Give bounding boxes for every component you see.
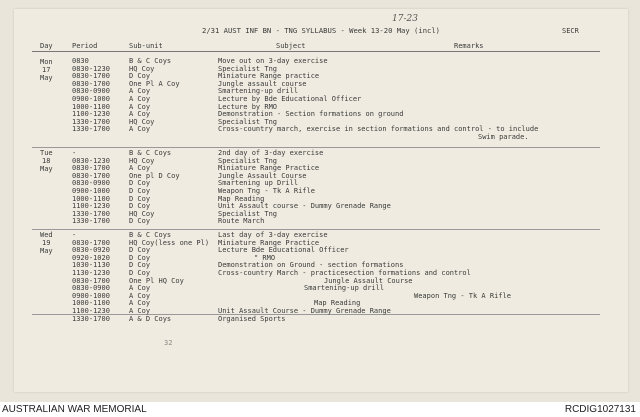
row-subunit: HQ Coy(less one Pl): [129, 238, 210, 247]
day-name: Mon: [40, 58, 53, 66]
column-header-subject: Subject: [276, 42, 306, 50]
row-subunit: One pl D Coy: [129, 171, 180, 180]
row-period: 0830: [72, 57, 89, 65]
day-month: May: [40, 74, 53, 82]
row-subject: Lecture by Bde Educational Officer: [218, 95, 362, 103]
row-period: 0830-1700: [72, 79, 110, 88]
row-period: -: [72, 149, 77, 157]
row-subject: Specialist Tng: [218, 209, 278, 218]
row-subunit: HQ Coy: [129, 64, 155, 73]
row-subunit: D Coy: [129, 253, 151, 262]
row-period: 0900-1000: [72, 187, 110, 195]
row-subunit: B & C Coys: [129, 149, 172, 157]
row-subunit: D Coy: [129, 269, 151, 277]
row-subject: Weapon Tng - Tk A Rifle: [414, 291, 511, 300]
row-period: 1000-1100: [72, 194, 110, 203]
row-subunit: A Coy: [129, 284, 151, 293]
row-period: 0830-1700: [72, 164, 110, 173]
row-subunit: D Coy: [129, 202, 151, 211]
row-subunit: One Pl A Coy: [129, 79, 180, 88]
row-subject: Specialist Tng: [218, 64, 278, 73]
row-subunit: D Coy: [129, 246, 151, 255]
row-subject: Unit Assault Course - Dummy Grenade Range: [218, 307, 391, 315]
day-date: 17: [42, 66, 51, 74]
row-period: 1100-1230: [72, 110, 110, 119]
row-subunit: One Pl HQ Coy: [129, 276, 184, 285]
row-period: 0830-1700: [72, 276, 110, 285]
row-subject: Lecture Bde Educational Officer: [218, 246, 349, 255]
row-subunit: D Coy: [129, 261, 151, 270]
row-period: 1330-1700: [72, 217, 110, 226]
row-subject: Demonstration on Ground - section formations: [218, 261, 404, 270]
row-subject: Jungle Assault Course: [324, 276, 413, 285]
row-subject: Organised Sports: [218, 314, 286, 323]
day-name: Wed: [40, 231, 53, 239]
page-mark: 32: [164, 339, 173, 347]
row-subject: Swim parade.: [478, 133, 529, 141]
day-date: 18: [42, 157, 51, 165]
row-subunit: D Coy: [129, 187, 151, 195]
row-subject: Map Reading: [314, 299, 361, 308]
row-subunit: D Coy: [129, 194, 151, 203]
column-header-period: Period: [72, 42, 98, 50]
row-subject: Cross-country march, exercise in section formations and control - to include: [218, 125, 539, 134]
row-subject: Weapon Tng - Tk A Rifle: [218, 187, 315, 195]
archive-name: AUSTRALIAN WAR MEMORIAL: [2, 404, 147, 415]
row-period: 0920-1020: [72, 253, 110, 262]
row-subunit: A Coy: [129, 110, 151, 119]
row-subject: Map Reading: [218, 194, 265, 203]
row-period: 0830-1230: [72, 156, 110, 165]
row-period: 1330-1700: [72, 117, 110, 126]
day-name: Tue: [40, 149, 53, 157]
row-period: 1000-1100: [72, 102, 110, 111]
row-period: 1000-1100: [72, 299, 110, 308]
column-header-subunit: Sub-unit: [129, 42, 163, 50]
row-subject: Specialist Tng: [218, 156, 278, 165]
row-period: 1100-1230: [72, 202, 110, 211]
row-period: 1330-1700: [72, 125, 110, 134]
row-subject: Smartening up Drill: [218, 179, 299, 188]
row-period: 0830-0900: [72, 179, 110, 188]
row-subunit: A Coy: [129, 87, 151, 96]
row-subunit: D Coy: [129, 217, 151, 226]
document-page: [14, 9, 628, 392]
row-period: 0830-1230: [72, 64, 110, 73]
row-subject: 2nd day of 3-day exercise: [218, 149, 324, 157]
row-period: 1330-1700: [72, 314, 110, 323]
row-subject: Route March: [218, 217, 265, 226]
header-rule: [32, 51, 600, 52]
row-subject: Lecture by RMO: [218, 102, 278, 111]
archive-footer: [0, 402, 640, 417]
secret-mark: SECR: [562, 27, 579, 35]
row-subject: Smartening-up drill: [218, 87, 299, 96]
row-period: 1030-1130: [72, 261, 110, 270]
row-period: 0830-1700: [72, 238, 110, 247]
row-subunit: A & D Coys: [129, 314, 172, 323]
row-subunit: A Coy: [129, 291, 151, 300]
handwritten-week-numbers: 17-23: [392, 14, 418, 24]
row-subunit: HQ Coy: [129, 156, 155, 165]
separator-rule: [32, 229, 600, 230]
row-subject: Miniature Range practice: [218, 72, 320, 81]
row-subject: Miniature Range Practice: [218, 164, 320, 173]
column-header-remarks: Remarks: [454, 42, 484, 50]
row-subunit: B & C Coys: [129, 57, 172, 65]
row-period: 0830-0920: [72, 246, 110, 255]
row-subject: Specialist Tng: [218, 117, 278, 126]
row-subunit: HQ Coy: [129, 117, 155, 126]
column-header-day: Day: [40, 42, 53, 50]
row-subunit: D Coy: [129, 179, 151, 188]
row-subunit: HQ Coy: [129, 209, 155, 218]
row-subject: Jungle Assault Course: [218, 171, 307, 180]
day-month: May: [40, 247, 53, 255]
row-subunit: A Coy: [129, 125, 151, 134]
separator-rule: [32, 147, 600, 148]
row-period: 0830-1700: [72, 171, 110, 180]
row-period: 0830-0900: [72, 284, 110, 293]
document-title: 2/31 AUST INF BN - TNG SYLLABUS - Week 13-20 May (incl): [202, 26, 440, 35]
row-subunit: A Coy: [129, 164, 151, 173]
row-period: 1100-1230: [72, 307, 110, 315]
row-subject: Smartening-up drill: [304, 284, 385, 293]
day-date: 19: [42, 239, 51, 247]
row-subunit: A Coy: [129, 307, 151, 315]
row-period: 0830-1700: [72, 72, 110, 81]
row-period: 0900-1000: [72, 291, 110, 300]
row-subject: Move out on 3-day exercise: [218, 57, 328, 65]
row-period: 0900-1000: [72, 95, 110, 103]
record-id: RCDIG1027131: [564, 404, 636, 415]
row-period: -: [72, 231, 77, 239]
row-subject: Cross-country March - practicesection formations and control: [218, 269, 471, 277]
row-period: 1130-1230: [72, 269, 110, 277]
row-subunit: D Coy: [129, 72, 151, 81]
row-subject: " RMO: [254, 253, 276, 262]
row-subject: Demonstration - Section formations on ground: [218, 110, 404, 119]
row-subunit: B & C Coys: [129, 231, 172, 239]
row-subunit: A Coy: [129, 102, 151, 111]
row-subject: Last day of 3-day exercise: [218, 231, 328, 239]
row-subject: Unit Assault course - Dummy Grenade Range: [218, 202, 391, 211]
row-subject: Jungle assault course: [218, 79, 307, 88]
row-subunit: A Coy: [129, 95, 151, 103]
day-month: May: [40, 165, 53, 173]
row-period: 1330-1700: [72, 209, 110, 218]
row-subunit: A Coy: [129, 299, 151, 308]
row-subject: Miniature Range Practice: [218, 238, 320, 247]
row-period: 0830-0900: [72, 87, 110, 96]
